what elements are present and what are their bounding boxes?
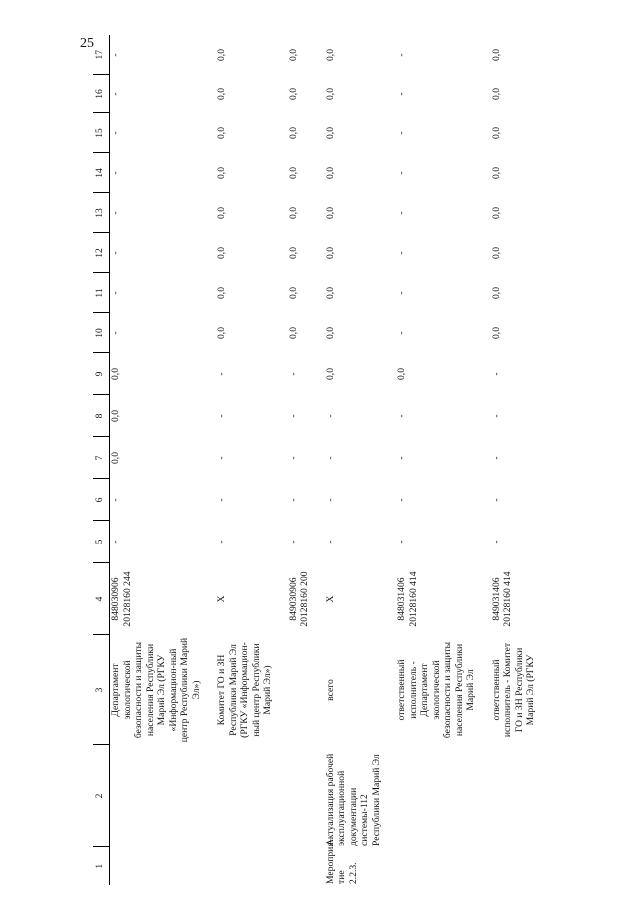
row-spacer: [477, 35, 491, 885]
row-spacer: [202, 35, 216, 885]
value-cell-col-14: 0,0: [324, 167, 336, 179]
value-cell-col-5: -: [324, 540, 336, 544]
value-cell-col-11: 0,0: [490, 287, 502, 299]
value-cell-col-15: 0,0: [287, 127, 299, 139]
cell-c2: [491, 745, 537, 847]
column-header-4: 4: [93, 563, 110, 635]
cell-c2: [396, 745, 477, 847]
value-cell-col-5: -: [287, 540, 299, 544]
value-cell-col-15: 0,0: [490, 127, 502, 139]
table-row: [288, 35, 311, 885]
column-header-15: 15: [93, 113, 110, 153]
value-cell-col-8: -: [324, 414, 336, 418]
value-cell-col-10: 0,0: [216, 327, 227, 339]
cell-c2: [288, 745, 311, 847]
column-header-6: 6: [93, 479, 110, 521]
value-cell-col-5: -: [396, 540, 407, 544]
value-cell-col-9: -: [287, 372, 299, 376]
value-cell-col-7: 0,0: [110, 452, 121, 464]
value-cell-col-12: 0,0: [216, 247, 227, 259]
value-cell-col-16: 0,0: [216, 88, 227, 100]
cell-c3: ответственный исполнитель - Департамент экологической безопасности и защиты населения Республики Марий Эл: [396, 641, 476, 739]
value-cell-col-8: -: [216, 414, 227, 418]
value-cell-col-14: -: [396, 171, 407, 175]
value-cell-col-8: -: [490, 414, 502, 418]
value-cell-col-13: 0,0: [490, 207, 502, 219]
value-cell-col-6: -: [490, 498, 502, 502]
column-header-11: 11: [93, 273, 110, 313]
value-cell-col-12: 0,0: [324, 247, 336, 259]
value-cell-col-17: 0,0: [490, 49, 502, 61]
value-cell-col-16: 0,0: [490, 88, 502, 100]
header-row: [93, 35, 110, 885]
value-cell-col-11: 0,0: [216, 287, 227, 299]
column-header-12: 12: [93, 233, 110, 273]
value-cell-col-9: 0,0: [396, 368, 407, 380]
page-number: 25: [80, 36, 94, 51]
column-header-17: 17: [93, 35, 110, 75]
value-cell-col-15: -: [396, 131, 407, 135]
value-cell-col-12: -: [396, 251, 407, 255]
value-cell-col-7: -: [490, 456, 502, 460]
cell-c4: 848030906 20128160 244: [110, 571, 133, 627]
value-cell-col-11: 0,0: [287, 287, 299, 299]
value-cell-col-6: -: [324, 498, 336, 502]
column-header-14: 14: [93, 153, 110, 193]
cell-c1: [288, 847, 311, 885]
column-header-13: 13: [93, 193, 110, 233]
spacer-cell: [382, 35, 396, 885]
value-cell-col-17: 0,0: [287, 49, 299, 61]
value-cell-col-16: -: [396, 92, 407, 96]
table-row: [325, 35, 383, 885]
value-cell-col-10: -: [110, 331, 121, 335]
column-header-9: 9: [93, 353, 110, 395]
value-cell-col-9: -: [490, 372, 502, 376]
column-header-2: 2: [93, 745, 110, 847]
table-row: [110, 35, 203, 885]
cell-c3: всего: [324, 679, 336, 701]
value-cell-col-9: 0,0: [110, 368, 121, 380]
value-cell-col-11: 0,0: [324, 287, 336, 299]
value-cell-col-17: 0,0: [216, 49, 227, 61]
cell-c1: [110, 847, 203, 885]
value-cell-col-14: 0,0: [287, 167, 299, 179]
column-header-1: 1: [93, 847, 110, 885]
value-cell-col-13: 0,0: [216, 207, 227, 219]
value-cell-col-7: -: [287, 456, 299, 460]
column-header-8: 8: [93, 395, 110, 437]
cell-c3: Департамент экологической безопасности и защиты населения Республики Марий Эл (РГКУ «Информацион-ный центр Республики Марий Эл»): [110, 637, 202, 743]
value-cell-col-8: 0,0: [110, 410, 121, 422]
value-cell-col-14: 0,0: [216, 167, 227, 179]
value-cell-col-9: -: [216, 372, 227, 376]
spacer-cell: [274, 35, 288, 885]
value-cell-col-14: -: [110, 171, 121, 175]
value-cell-col-12: 0,0: [287, 247, 299, 259]
value-cell-col-15: -: [110, 131, 121, 135]
value-cell-col-15: 0,0: [216, 127, 227, 139]
rotated-table-wrapper: [93, 35, 536, 885]
value-cell-col-7: -: [396, 456, 407, 460]
value-cell-col-6: -: [110, 498, 121, 502]
value-cell-col-6: -: [216, 498, 227, 502]
cell-c2: Актуализация рабочей эксплуатационной документации системы-112 Республики Марий Эл: [324, 753, 382, 846]
spacer-cell: [477, 35, 491, 885]
cell-c4: 849030906 20128160 200: [287, 571, 310, 627]
value-cell-col-16: 0,0: [324, 88, 336, 100]
value-cell-col-9: 0,0: [324, 368, 336, 380]
cell-c4: X: [216, 595, 227, 603]
value-cell-col-10: 0,0: [324, 327, 336, 339]
value-cell-col-12: -: [110, 251, 121, 255]
table-row: [491, 35, 537, 885]
column-header-5: 5: [93, 521, 110, 563]
value-cell-col-13: -: [110, 211, 121, 215]
value-cell-col-12: 0,0: [490, 247, 502, 259]
value-cell-col-8: -: [396, 414, 407, 418]
table-row: [216, 35, 274, 885]
value-cell-col-7: -: [324, 456, 336, 460]
value-cell-col-13: 0,0: [287, 207, 299, 219]
row-spacer: [382, 35, 396, 885]
column-header-16: 16: [93, 75, 110, 113]
value-cell-col-16: 0,0: [287, 88, 299, 100]
value-cell-col-10: 0,0: [490, 327, 502, 339]
value-cell-col-16: -: [110, 92, 121, 96]
value-cell-col-11: -: [110, 291, 121, 295]
value-cell-col-10: -: [396, 331, 407, 335]
cell-c2: [110, 745, 203, 847]
value-cell-col-13: 0,0: [324, 207, 336, 219]
cell-c1: [491, 847, 537, 885]
value-cell-col-17: -: [396, 53, 407, 57]
spacer-cell: [311, 35, 325, 885]
cell-c1: Мероприя-тие 2.2.3.: [324, 839, 359, 884]
value-cell-col-5: -: [216, 540, 227, 544]
row-spacer: [274, 35, 288, 885]
table-row: [396, 35, 477, 885]
value-cell-col-6: -: [287, 498, 299, 502]
cell-c3: [288, 635, 311, 745]
value-cell-col-17: -: [110, 53, 121, 57]
cell-c4: 849031406 20128160 414: [490, 571, 513, 627]
value-cell-col-14: 0,0: [490, 167, 502, 179]
cell-c3: ответственный исполнитель - Комитет ГО и ЗН Республики Марий Эл (РГКУ: [490, 642, 536, 738]
spacer-cell: [202, 35, 216, 885]
cell-c1: [216, 847, 274, 885]
cell-c4: 848031406 20128160 414: [396, 571, 419, 627]
table-body: [93, 35, 537, 885]
value-cell-col-11: -: [396, 291, 407, 295]
value-cell-col-5: -: [110, 540, 121, 544]
value-cell-col-5: -: [490, 540, 502, 544]
value-cell-col-10: 0,0: [287, 327, 299, 339]
row-spacer: [311, 35, 325, 885]
value-cell-col-15: 0,0: [324, 127, 336, 139]
value-cell-col-8: -: [287, 414, 299, 418]
cell-c1: [396, 847, 477, 885]
value-cell-col-13: -: [396, 211, 407, 215]
value-cell-col-17: 0,0: [324, 49, 336, 61]
value-cell-col-7: -: [216, 456, 227, 460]
column-header-3: 3: [93, 635, 110, 745]
budget-table: [93, 35, 537, 885]
value-cell-col-6: -: [396, 498, 407, 502]
cell-c3: Комитет ГО и ЗН Республики Марий Эл (РГКУ «Информацион-ный центр Республики Марий Эл»): [216, 642, 273, 738]
column-header-10: 10: [93, 313, 110, 353]
cell-c2: [216, 745, 274, 847]
cell-c4: X: [324, 595, 336, 603]
column-header-7: 7: [93, 437, 110, 479]
